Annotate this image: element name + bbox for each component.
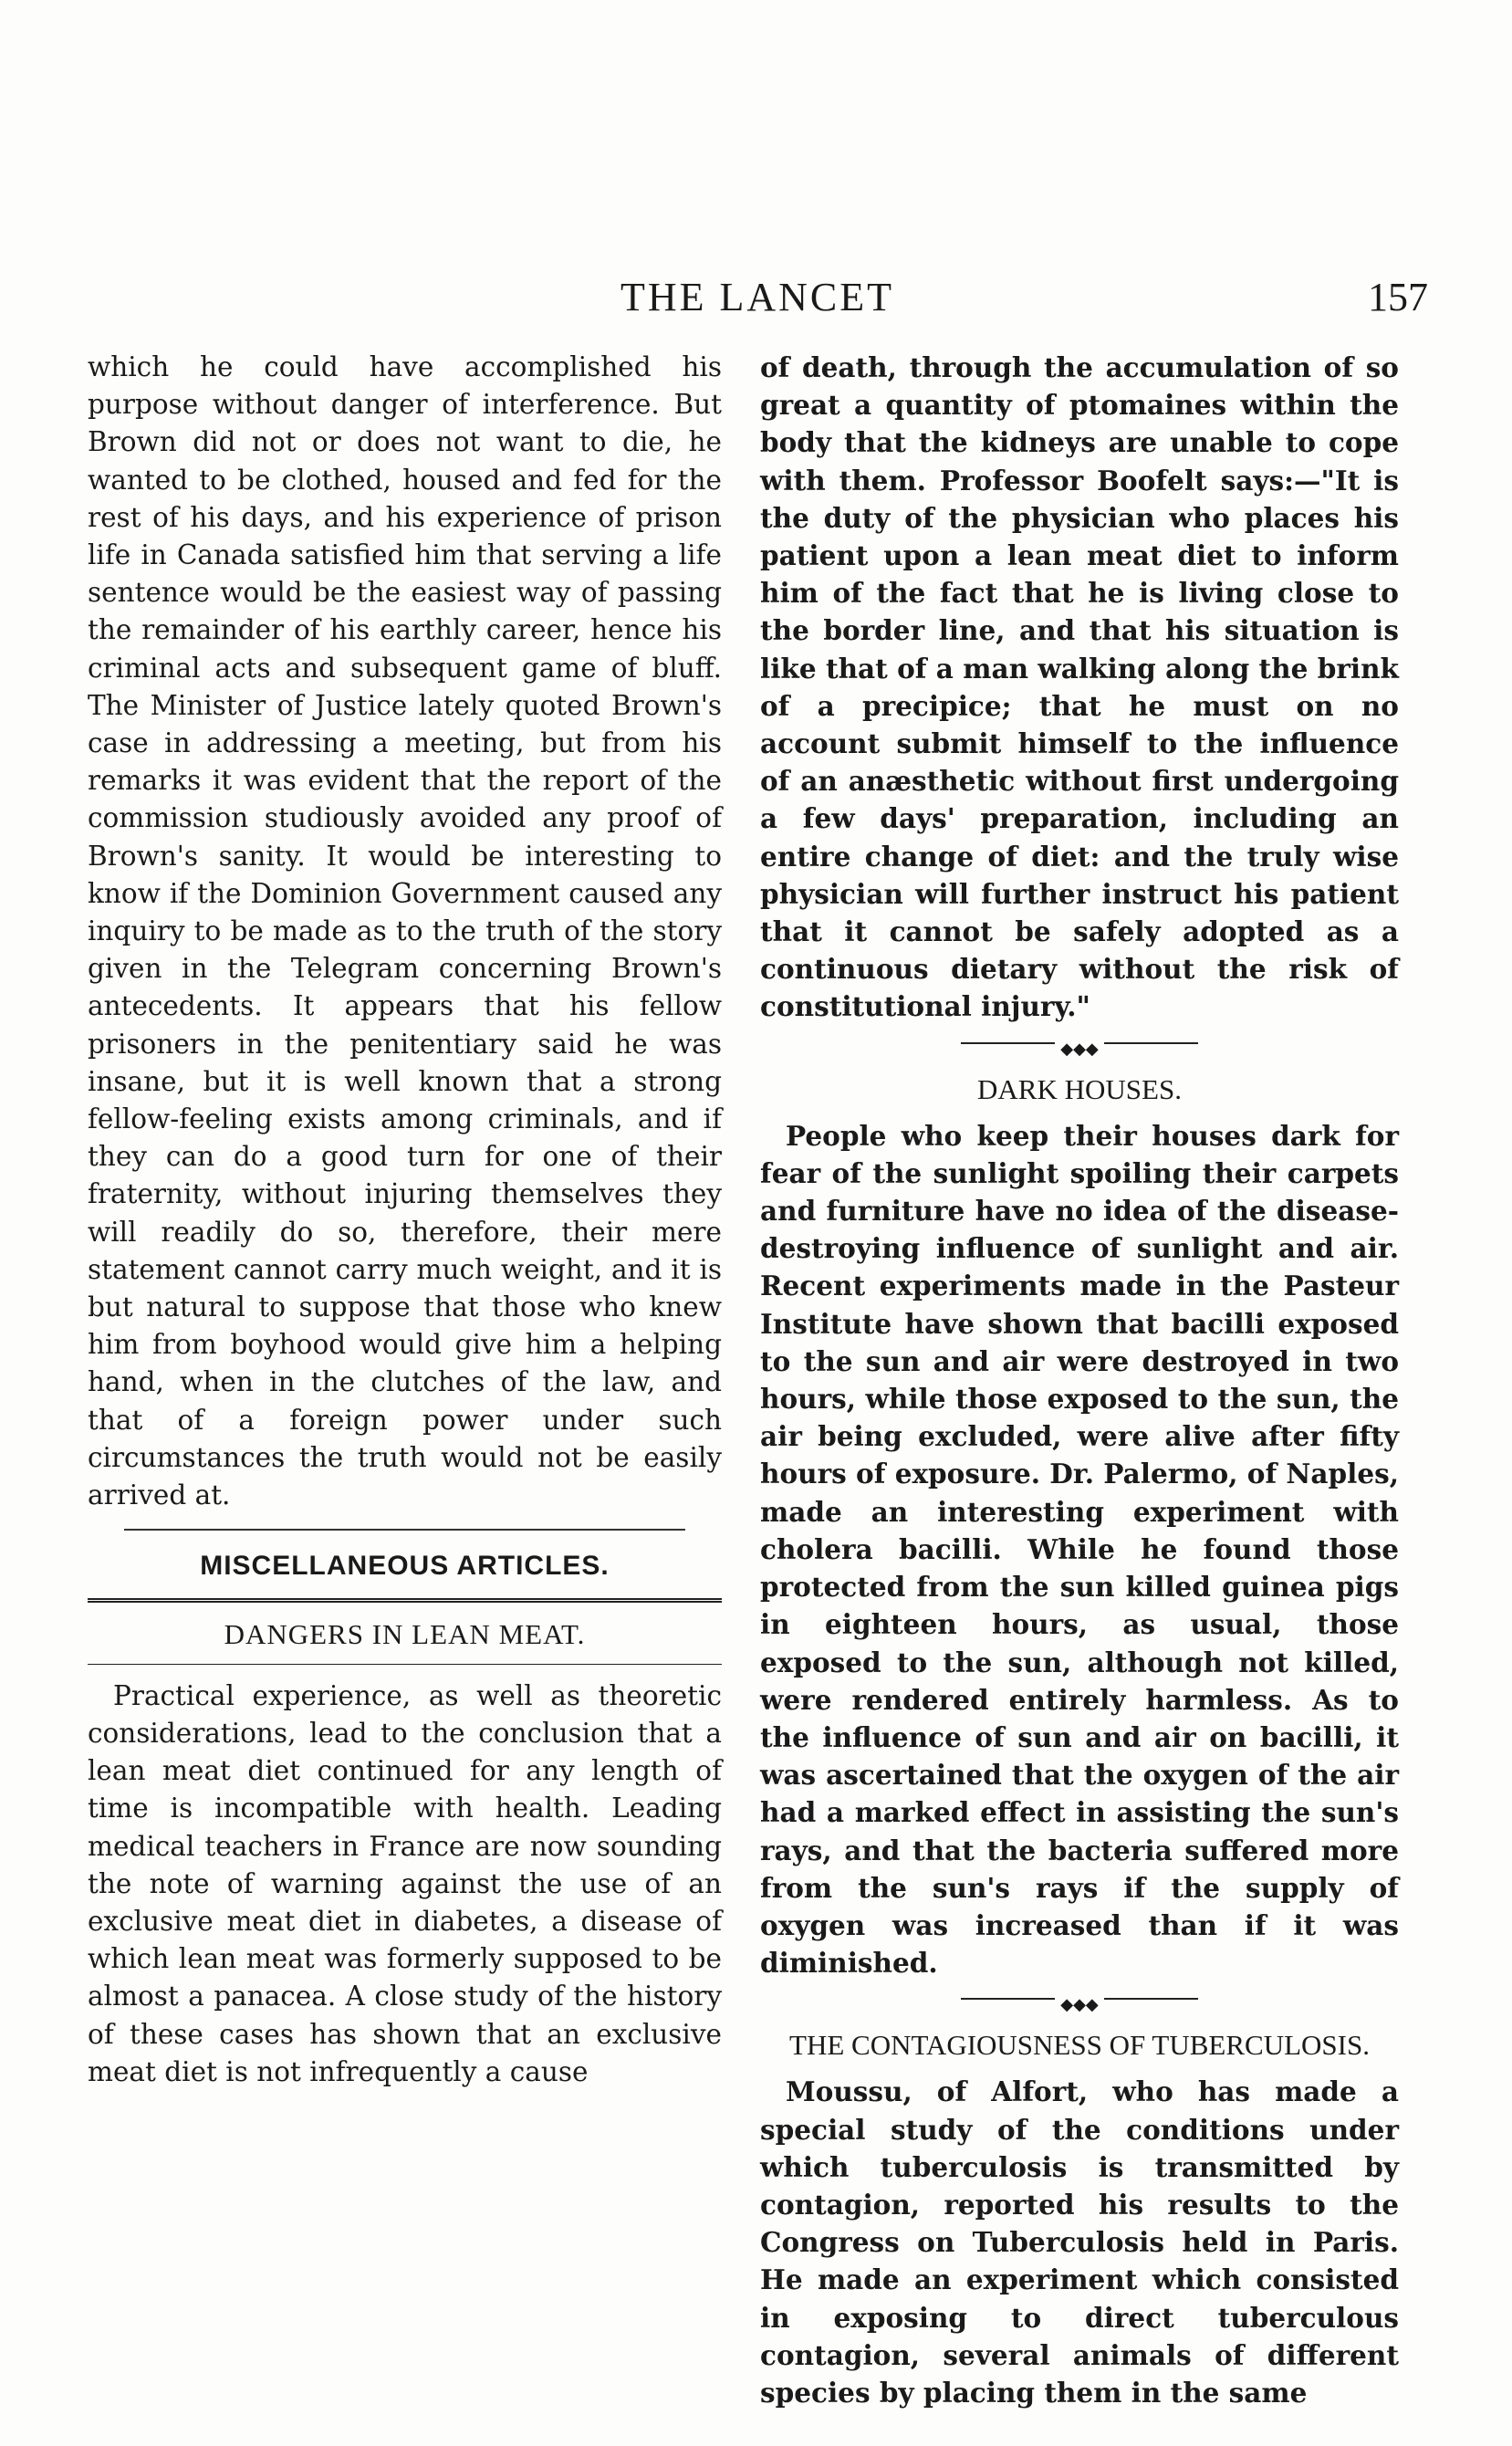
- continued-paragraph: which he could have accomplished his purpose without danger of interference. But Brown did not or does not want to die, he wanted to be clothed, housed and fed for the rest of his days, and his experience of prison life in Canada satisfied him that serving a life sentence would be the easiest way of passing the remainder of his earthly career, hence his criminal acts and subsequent game of bluff. The Minister of Justice lately quoted Brown's case in addressing a meeting, but from his remarks it was evident that the report of the commission studiously avoided any proof of Brown's sanity. It would be interesting to know if the Dominion Government caused any inquiry to be made as to the truth of the story given in the Telegram concerning Brown's antecedents. It appears that his fellow prisoners in the penitentiary said he was insane, but it is well known that a strong fellow-feeling exists among criminals, and if they can do a good turn for one of their fraternity, without injuring themselves they will readily do so, therefore, their mere statement cannot carry much weight, and it is but natural to suppose that those who knew him from boyhood would give him a helping hand, when in the clutches of the law, and that of a foreign power under such circumstances the truth would not be easily arrived at.: [88, 351, 722, 1511]
- double-divider: [88, 1598, 722, 1603]
- ornament-divider: [760, 1026, 1399, 1062]
- ornament-icon: ◆◆◆: [1055, 1040, 1104, 1059]
- article-title-tuberculosis: THE CONTAGIOUSNESS OF TUBERCULOSIS.: [789, 2029, 1370, 2062]
- article-body-dark-houses: People who keep their houses dark for fear of the sunlight spoiling their carpets and furniture have no idea of the disease-destroying influence of sunlight and air. Recent experiments made in the Pasteur Institute have shown that bacilli exposed to the sun and air were destroyed in two hours, while those exposed to the sun, the air being excluded, were alive after fifty hours of exposure. Dr. Palermo, of Naples, made an interesting experiment with cholera bacilli. While he found those protected from the sun killed guinea pigs in eighteen hours, as usual, those exposed to the sun, although not killed, were rendered entirely harmless. As to the influence of sun and air on bacilli, it was ascertained that the oxygen of the air had a marked effect in assisting the sun's rays, and that the bacteria suffered more from the sun's rays if the supply of oxygen was increased than if it was diminished.: [760, 1119, 1399, 1980]
- page-header: [87, 274, 1428, 329]
- page-number: 157: [1368, 275, 1428, 319]
- article-title-lean-meat: DANGERS IN LEAN MEAT.: [224, 1617, 586, 1650]
- journal-title: THE LANCET: [620, 275, 895, 319]
- thin-divider: [88, 1664, 722, 1665]
- article-body-lean-meat: Practical experience, as well as theoretic considerations, lead to the conclusion that a lean meat diet continued for any length of time is incompatible with health. Leading medical teachers in France are now sounding the note of warning against the use of an exclusive meat diet in diabetes, a disease of which lean meat was formerly supposed to be almost a panacea. A close study of the history of these cases has shown that an exclusive meat diet is not infrequently a cause: [88, 1679, 722, 2087]
- divider: [124, 1529, 685, 1531]
- article-body-tuberculosis: Moussu, of Alfort, who has made a special study of the conditions under which tuberculosis is transmitted by contagion, reported his results to the Congress on Tuberculosis held in Paris. He made an experiment which consisted in exposing to direct tuberculous contagion, several animals of different species by placing them in the same: [760, 2075, 1399, 2409]
- continued-paragraph-right: of death, through the accumulation of so great a quantity of ptomaines within the body that the kidneys are unable to cope with them. Professor Boofelt says:—"It is the duty of the physician who places his patient upon a lean meat diet to inform him of the fact that he is living close to the border line, and that his situation is like that of a man walking along the brink of a precipice; that he must on no account submit himself to the influence of an anæsthetic without first undergoing a few days' preparation, including an entire change of diet: and the truly wise physician will further instruct his patient that it cannot be safely adopted as a continuous dietary without the risk of constitutional injury.": [760, 351, 1399, 1023]
- right-column: [760, 349, 1399, 2411]
- left-column: [88, 349, 722, 2091]
- section-heading: MISCELLANEOUS ARTICLES.: [200, 1551, 610, 1582]
- ornament-icon: ◆◆◆: [1055, 1995, 1104, 2014]
- article-title-dark-houses: DARK HOUSES.: [977, 1072, 1182, 1105]
- ornament-divider-2: [760, 1981, 1399, 2018]
